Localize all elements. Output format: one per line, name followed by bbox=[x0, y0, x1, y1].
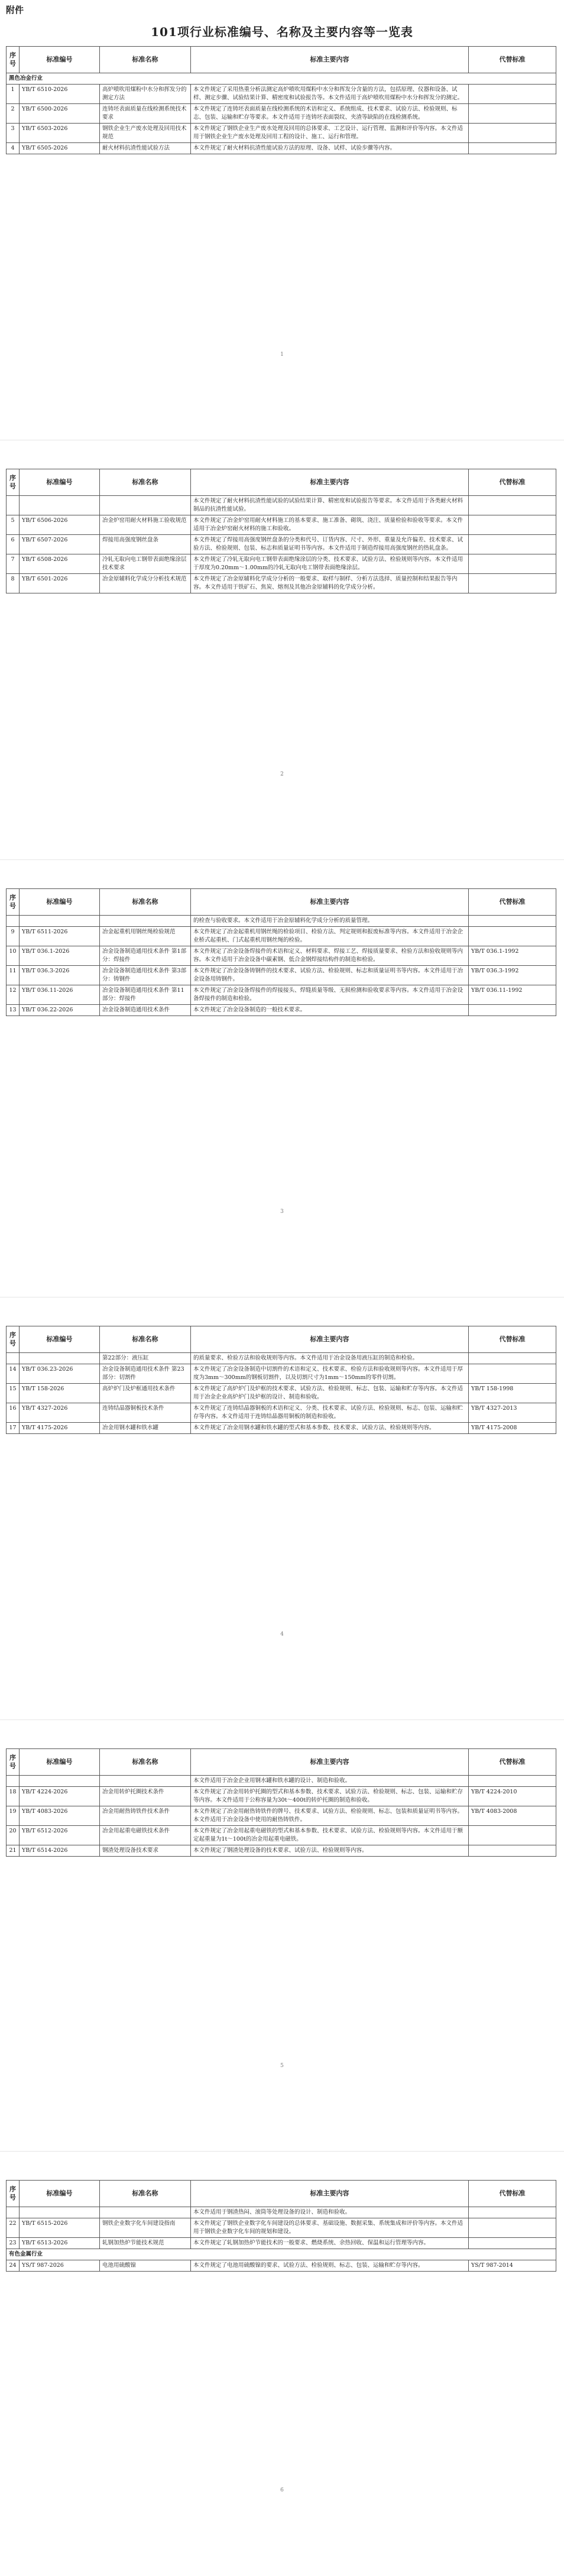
cell-no bbox=[7, 2207, 20, 2218]
cell-replaced bbox=[469, 916, 556, 927]
cell-no: 15 bbox=[7, 1384, 20, 1403]
cell-replaced bbox=[469, 2207, 556, 2218]
col-header-replaced: 代替标准 bbox=[469, 2181, 556, 2207]
col-header-code: 标准编号 bbox=[20, 1326, 100, 1353]
document-page bbox=[0, 440, 564, 860]
cell-replaced: YB/T 4327-2013 bbox=[469, 1403, 556, 1423]
cell-no: 17 bbox=[7, 1423, 20, 1434]
cell-code: YB/T 6500-2026 bbox=[20, 104, 100, 124]
cell-name bbox=[100, 916, 191, 927]
page-number: 6 bbox=[280, 2487, 284, 2493]
cell-name: 钢铁企业数字化车间建设指南 bbox=[100, 2218, 191, 2238]
page-number: 4 bbox=[280, 1631, 284, 1637]
cell-name: 耐火材料抗渣性能试验方法 bbox=[100, 143, 191, 154]
cell-name: 连铸结晶器铜板技术条件 bbox=[100, 1403, 191, 1423]
table-row bbox=[7, 1423, 556, 1434]
cell-no bbox=[7, 916, 20, 927]
cell-name: 冶金设备制造通用技术条件 第11部分：焊接件 bbox=[100, 985, 191, 1005]
cell-content: 的检查与验收要求。本文件适用于冶金原辅料化学成分分析的质量管理。 bbox=[191, 916, 469, 927]
col-header-code: 标准编号 bbox=[20, 889, 100, 916]
cell-name: 电池用硫酸镍 bbox=[100, 2260, 191, 2272]
cell-code: YB/T 6501-2026 bbox=[20, 574, 100, 593]
cell-content: 本文件规定了连铸结晶器铜板的术语和定义、分类、技术要求、试验方法、检验规则、标志、包装、运输和贮存等内容。本文件适用于连铸结晶器用铜板的制造和验收。 bbox=[191, 1403, 469, 1423]
cell-replaced: YS/T 987-2014 bbox=[469, 2260, 556, 2272]
cell-code: YB/T 6508-2026 bbox=[20, 554, 100, 574]
cell-content: 本文件规定了钢铁企业数字化车间建设的总体要求、基础设施、数据采集、系统集成和评价等内容。本文件适用于钢铁企业数字化车间的规划和建设。 bbox=[191, 2218, 469, 2238]
cell-code: YB/T 036.22-2026 bbox=[20, 1005, 100, 1016]
col-header-name: 标准名称 bbox=[100, 2181, 191, 2207]
category-row bbox=[7, 2249, 556, 2260]
table-row bbox=[7, 85, 556, 104]
document-page bbox=[0, 1297, 564, 1720]
cell-replaced: YB/T 036.11-1992 bbox=[469, 985, 556, 1005]
col-header-no: 序号 bbox=[7, 1326, 20, 1353]
cell-content: 本文件规定了高炉炉门及炉框的技术要求、试验方法、检验规则、标志、包装、运输和贮存等内容。本文件适用于冶金企业高炉炉门及炉框的设计、制造和验收。 bbox=[191, 1384, 469, 1403]
cell-replaced: YB/T 036.3-1992 bbox=[469, 966, 556, 985]
standards-table bbox=[6, 1748, 556, 1857]
cell-no: 11 bbox=[7, 966, 20, 985]
cell-content: 本文件规定了冶金设备焊接件的术语和定义、材料要求、焊接工艺、焊接质量要求、检验方法和验收规则等内容。本文件适用于冶金设备中碳素钢、低合金钢焊接结构件的制造和检验。 bbox=[191, 946, 469, 966]
page-number: 1 bbox=[280, 352, 284, 358]
cell-name: 钢铁企业生产废水处理及回用技术规范 bbox=[100, 124, 191, 143]
col-header-code: 标准编号 bbox=[20, 469, 100, 496]
cell-name bbox=[100, 496, 191, 515]
cell-name: 冶金起重机用钢丝绳检验规范 bbox=[100, 927, 191, 946]
cell-no: 24 bbox=[7, 2260, 20, 2272]
page-divider bbox=[0, 859, 564, 860]
table-row bbox=[7, 515, 556, 535]
cell-replaced bbox=[469, 1845, 556, 1857]
cell-no: 12 bbox=[7, 985, 20, 1005]
cell-code: YB/T 6505-2026 bbox=[20, 143, 100, 154]
table-row bbox=[7, 946, 556, 966]
cell-content: 本文件规定了冶金用耐热铸铁件的牌号、技术要求、试验方法、检验规则、标志、包装和质量证明书等内容。本文件适用于冶金设备中使用的耐热铸铁件。 bbox=[191, 1806, 469, 1826]
table-row bbox=[7, 1384, 556, 1403]
standards-table bbox=[6, 1326, 556, 1434]
cell-replaced bbox=[469, 515, 556, 535]
cell-replaced bbox=[469, 104, 556, 124]
cell-replaced bbox=[469, 1826, 556, 1845]
table-header bbox=[7, 469, 556, 496]
table-row bbox=[7, 2207, 556, 2218]
col-header-name: 标准名称 bbox=[100, 1749, 191, 1776]
cell-name: 冶金炉窑用耐火材料施工验收规范 bbox=[100, 515, 191, 535]
col-header-replaced: 代替标准 bbox=[469, 1749, 556, 1776]
cell-name: 轧钢加热炉节能技术规范 bbox=[100, 2238, 191, 2249]
cell-content: 本文件规定了采用热重分析法测定高炉喷吹用煤粉中水分和挥发分含量的方法，包括原理、仪器和设备、试样、测定步骤、试验结果计算、精密度和试验报告等。本文件适用于高炉喷吹用煤粉中水分和挥发分的测定。 bbox=[191, 85, 469, 104]
cell-code: YB/T 6515-2026 bbox=[20, 2218, 100, 2238]
standards-table bbox=[6, 2180, 556, 2272]
col-header-replaced: 代替标准 bbox=[469, 47, 556, 73]
cell-no: 21 bbox=[7, 1845, 20, 1857]
table-row bbox=[7, 985, 556, 1005]
cell-no: 18 bbox=[7, 1787, 20, 1806]
cell-no: 2 bbox=[7, 104, 20, 124]
cell-replaced bbox=[469, 2238, 556, 2249]
cell-code bbox=[20, 1776, 100, 1787]
col-header-name: 标准名称 bbox=[100, 889, 191, 916]
cell-name: 冶金用起重电磁铁技术条件 bbox=[100, 1826, 191, 1845]
cell-code: YB/T 6511-2026 bbox=[20, 927, 100, 946]
cell-no: 6 bbox=[7, 535, 20, 554]
cell-code bbox=[20, 916, 100, 927]
col-header-content: 标准主要内容 bbox=[191, 1326, 469, 1353]
col-header-name: 标准名称 bbox=[100, 1326, 191, 1353]
cell-replaced: YB/T 4083-2008 bbox=[469, 1806, 556, 1826]
cell-no: 14 bbox=[7, 1364, 20, 1384]
cell-content: 本文件规定了连铸坯表面质量在线检测系统的术语和定义、系统组成、技术要求、试验方法、检验规则、标志、包装、运输和贮存等要求。本文件适用于连铸坯表面裂纹、夹渣等缺陷的在线检测系统。 bbox=[191, 104, 469, 124]
table-header bbox=[7, 1749, 556, 1776]
cell-content: 本文件适用于钢渣热闷、滚筒等处理设备的设计、制造和验收。 bbox=[191, 2207, 469, 2218]
cell-name: 高炉喷吹用煤粉中水分和挥发分的测定方法 bbox=[100, 85, 191, 104]
standards-table bbox=[6, 46, 556, 154]
cell-replaced bbox=[469, 574, 556, 593]
cell-replaced bbox=[469, 124, 556, 143]
cell-replaced bbox=[469, 2218, 556, 2238]
cell-code: YB/T 6510-2026 bbox=[20, 85, 100, 104]
table-row bbox=[7, 1353, 556, 1364]
cell-code: YB/T 6514-2026 bbox=[20, 1845, 100, 1857]
table-row bbox=[7, 1364, 556, 1384]
cell-name: 冶金原辅料化学成分分析技术规范 bbox=[100, 574, 191, 593]
cell-no: 7 bbox=[7, 554, 20, 574]
cell-content: 本文件规定了电池用硫酸镍的要求、试验方法、检验规则、标志、包装、运输和贮存等内容。 bbox=[191, 2260, 469, 2272]
cell-no: 4 bbox=[7, 143, 20, 154]
cell-name: 焊接用高强度钢丝盘条 bbox=[100, 535, 191, 554]
cell-code: YB/T 6506-2026 bbox=[20, 515, 100, 535]
cell-code: YB/T 6503-2026 bbox=[20, 124, 100, 143]
cell-replaced bbox=[469, 1364, 556, 1384]
cell-content: 本文件规定了钢铁企业生产废水处理及回用的总体要求、工艺设计、运行管理、监测和评价等内容。本文件适用于钢铁企业生产废水处理及回用工程的设计、施工、运行和管理。 bbox=[191, 124, 469, 143]
cell-content: 本文件规定了冶金设备制造中切割件的术语和定义、技术要求、检验方法和验收规则等内容。本文件适用于厚度为3mm～300mm的钢板切割件，以及切割尺寸为1mm～150mm的零件切割。 bbox=[191, 1364, 469, 1384]
cell-name bbox=[100, 1776, 191, 1787]
table-row bbox=[7, 1787, 556, 1806]
col-header-name: 标准名称 bbox=[100, 47, 191, 73]
cell-name: 冶金设备制造通用技术条件 第1部分：焊接件 bbox=[100, 946, 191, 966]
cell-name: 冶金用钢水罐和铁水罐 bbox=[100, 1423, 191, 1434]
cell-code: YB/T 036.3-2026 bbox=[20, 966, 100, 985]
cell-replaced: YB/T 4175-2008 bbox=[469, 1423, 556, 1434]
cell-no bbox=[7, 496, 20, 515]
page-number: 3 bbox=[280, 1209, 284, 1215]
col-header-code: 标准编号 bbox=[20, 2181, 100, 2207]
cell-no: 19 bbox=[7, 1806, 20, 1826]
document-page bbox=[0, 860, 564, 1297]
cell-content: 本文件规定了钢渣处理设备的技术要求、试验方法、检验规则等内容。 bbox=[191, 1845, 469, 1857]
cell-no: 3 bbox=[7, 124, 20, 143]
cell-content: 本文件规定了冶金设备制造的一般技术要求。 bbox=[191, 1005, 469, 1016]
cell-code: YB/T 6512-2026 bbox=[20, 1826, 100, 1845]
cell-content: 本文件规定了冶金用钢水罐和铁水罐的型式和基本参数、技术要求、试验方法、检验规则等内容。 bbox=[191, 1423, 469, 1434]
table-row bbox=[7, 2260, 556, 2272]
category-label: 有色金属行业 bbox=[7, 2249, 556, 2260]
cell-code: YB/T 4083-2026 bbox=[20, 1806, 100, 1826]
cell-name: 冷轧无取向电工钢带表面绝缘涂层技术要求 bbox=[100, 554, 191, 574]
cell-replaced bbox=[469, 1776, 556, 1787]
cell-name bbox=[100, 2207, 191, 2218]
cell-content: 本文件规定了耐火材料抗渣性能试验的试验结果计算、精密度和试验报告等要求。本文件适用于各类耐火材料制品的抗渣性能试验。 bbox=[191, 496, 469, 515]
cell-content: 本文件规定了轧钢加热炉节能技术的一般要求、燃烧系统、余热回收、保温和运行管理等内容。 bbox=[191, 2238, 469, 2249]
table-row bbox=[7, 496, 556, 515]
cell-replaced bbox=[469, 535, 556, 554]
cell-name: 冶金设备制造通用技术条件 bbox=[100, 1005, 191, 1016]
col-header-content: 标准主要内容 bbox=[191, 2181, 469, 2207]
cell-code: YB/T 036.23-2026 bbox=[20, 1364, 100, 1384]
cell-name: 第22部分：液压缸 bbox=[100, 1353, 191, 1364]
cell-no bbox=[7, 1353, 20, 1364]
col-header-no: 序号 bbox=[7, 469, 20, 496]
cell-name: 冶金用转炉托圈技术条件 bbox=[100, 1787, 191, 1806]
cell-replaced: YB/T 4224-2010 bbox=[469, 1787, 556, 1806]
cell-content: 本文件规定了冷轧无取向电工钢带表面绝缘涂层的分类、技术要求、试验方法、检验规则等内容。本文件适用于厚度为0.20mm～1.00mm的冷轧无取向电工钢带表面绝缘涂层。 bbox=[191, 554, 469, 574]
cell-replaced bbox=[469, 143, 556, 154]
cell-replaced bbox=[469, 1353, 556, 1364]
document-page bbox=[0, 0, 564, 440]
cell-code bbox=[20, 1353, 100, 1364]
cell-code bbox=[20, 496, 100, 515]
cell-content: 的质量要求、检验方法和验收规则等内容。本文件适用于冶金设备用液压缸的制造和检验。 bbox=[191, 1353, 469, 1364]
table-row bbox=[7, 1826, 556, 1845]
category-row bbox=[7, 73, 556, 85]
table-header bbox=[7, 889, 556, 916]
cell-no: 16 bbox=[7, 1403, 20, 1423]
cell-code bbox=[20, 2207, 100, 2218]
page-number: 2 bbox=[280, 771, 284, 777]
table-row bbox=[7, 1806, 556, 1826]
col-header-no: 序号 bbox=[7, 47, 20, 73]
cell-code: YS/T 987-2026 bbox=[20, 2260, 100, 2272]
cell-code: YB/T 4327-2026 bbox=[20, 1403, 100, 1423]
cell-no: 9 bbox=[7, 927, 20, 946]
cell-replaced bbox=[469, 554, 556, 574]
cell-code: YB/T 4224-2026 bbox=[20, 1787, 100, 1806]
cell-code: YB/T 036.1-2026 bbox=[20, 946, 100, 966]
cell-content: 本文件规定了焊接用高强度钢丝盘条的分类和代号、订货内容、尺寸、外形、重量及允许偏差、技术要求、试验方法、检验规则、包装、标志和质量证明书等内容。本文件适用于制造焊接用高强度钢丝的热轧盘条。 bbox=[191, 535, 469, 554]
table-header bbox=[7, 47, 556, 73]
cell-name: 连铸坯表面质量在线检测系统技术要求 bbox=[100, 104, 191, 124]
table-row bbox=[7, 2238, 556, 2249]
cell-code: YB/T 158-2026 bbox=[20, 1384, 100, 1403]
col-header-no: 序号 bbox=[7, 2181, 20, 2207]
cell-content: 本文件规定了冶金设备铸钢件的技术要求、试验方法、检验规则、标志和质量证明书等内容。本文件适用于冶金设备用铸钢件。 bbox=[191, 966, 469, 985]
table-row bbox=[7, 124, 556, 143]
cell-no: 20 bbox=[7, 1826, 20, 1845]
cell-no: 22 bbox=[7, 2218, 20, 2238]
cell-code: YB/T 4175-2026 bbox=[20, 1423, 100, 1434]
table-row bbox=[7, 1845, 556, 1857]
col-header-replaced: 代替标准 bbox=[469, 469, 556, 496]
page-divider bbox=[0, 2151, 564, 2152]
document-page bbox=[0, 1720, 564, 2152]
cell-no: 23 bbox=[7, 2238, 20, 2249]
cell-name: 冶金设备制造通用技术条件 第3部分：铸钢件 bbox=[100, 966, 191, 985]
cell-code: YB/T 6513-2026 bbox=[20, 2238, 100, 2249]
cell-no: 5 bbox=[7, 515, 20, 535]
table-row bbox=[7, 1776, 556, 1787]
table-row bbox=[7, 2218, 556, 2238]
cell-replaced: YB/T 158-1998 bbox=[469, 1384, 556, 1403]
cell-content: 本文件规定了冶金用起重电磁铁的型式和基本参数、技术要求、试验方法、检验规则等内容。本文件适用于额定起重量为1t～100t的冶金用起重电磁铁。 bbox=[191, 1826, 469, 1845]
table-row bbox=[7, 1403, 556, 1423]
col-header-no: 序号 bbox=[7, 1749, 20, 1776]
cell-content: 本文件规定了冶金起重机用钢丝绳的检验项目、检验方法、判定规则和报废标准等内容。本文件适用于冶金企业桥式起重机、门式起重机用钢丝绳的检验。 bbox=[191, 927, 469, 946]
table-row bbox=[7, 574, 556, 593]
cell-name: 高炉炉门及炉框通用技术条件 bbox=[100, 1384, 191, 1403]
page-number: 5 bbox=[280, 2063, 284, 2069]
table-header bbox=[7, 1326, 556, 1353]
cell-replaced bbox=[469, 1005, 556, 1016]
cell-name: 钢渣处理设备技术要求 bbox=[100, 1845, 191, 1857]
col-header-code: 标准编号 bbox=[20, 1749, 100, 1776]
table-row bbox=[7, 554, 556, 574]
table-row bbox=[7, 535, 556, 554]
standards-table bbox=[6, 469, 556, 593]
cell-replaced bbox=[469, 927, 556, 946]
table-row bbox=[7, 966, 556, 985]
col-header-name: 标准名称 bbox=[100, 469, 191, 496]
cell-code: YB/T 036.11-2026 bbox=[20, 985, 100, 1005]
standards-table bbox=[6, 888, 556, 1016]
attachment-label: 附件 bbox=[6, 5, 24, 15]
cell-content: 本文件规定了冶金设备焊接件的焊接接头、焊缝质量等级、无损检测和验收要求等内容。本文件适用于冶金设备焊接件的制造和检验。 bbox=[191, 985, 469, 1005]
col-header-content: 标准主要内容 bbox=[191, 47, 469, 73]
table-header bbox=[7, 2181, 556, 2207]
cell-replaced bbox=[469, 496, 556, 515]
cell-no: 13 bbox=[7, 1005, 20, 1016]
document-title: 101项行业标准编号、名称及主要内容等一览表 bbox=[151, 25, 413, 39]
cell-replaced bbox=[469, 85, 556, 104]
col-header-no: 序号 bbox=[7, 889, 20, 916]
table-row bbox=[7, 104, 556, 124]
col-header-replaced: 代替标准 bbox=[469, 889, 556, 916]
cell-content: 本文件规定了冶金炉窑用耐火材料施工的基本要求、施工准备、砌筑、浇注、质量检验和验收等要求。本文件适用于冶金炉窑耐火材料的施工和验收。 bbox=[191, 515, 469, 535]
col-header-content: 标准主要内容 bbox=[191, 889, 469, 916]
cell-replaced: YB/T 036.1-1992 bbox=[469, 946, 556, 966]
cell-content: 本文件适用于冶金企业用钢水罐和铁水罐的设计、制造和验收。 bbox=[191, 1776, 469, 1787]
table-row bbox=[7, 143, 556, 154]
cell-content: 本文件规定了冶金原辅料化学成分分析的一般要求、取样与制样、分析方法选择、质量控制和结果报告等内容。本文件适用于铁矿石、焦炭、熔剂及其他冶金原辅料的化学成分分析。 bbox=[191, 574, 469, 593]
document-page bbox=[0, 2152, 564, 2576]
cell-name: 冶金设备制造通用技术条件 第23部分：切割件 bbox=[100, 1364, 191, 1384]
table-row bbox=[7, 916, 556, 927]
cell-code: YB/T 6507-2026 bbox=[20, 535, 100, 554]
cell-content: 本文件规定了冶金用转炉托圈的型式和基本参数、技术要求、试验方法、检验规则、标志、包装、运输和贮存等内容。本文件适用于公称容量为30t～400t的转炉托圈的制造和验收。 bbox=[191, 1787, 469, 1806]
table-row bbox=[7, 1005, 556, 1016]
cell-no: 10 bbox=[7, 946, 20, 966]
cell-no bbox=[7, 1776, 20, 1787]
col-header-replaced: 代替标准 bbox=[469, 1326, 556, 1353]
cell-no: 1 bbox=[7, 85, 20, 104]
category-label: 黑色冶金行业 bbox=[7, 73, 556, 85]
cell-no: 8 bbox=[7, 574, 20, 593]
cell-name: 冶金用耐热铸铁件技术条件 bbox=[100, 1806, 191, 1826]
cell-content: 本文件规定了耐火材料抗渣性能试验方法的原理、设备、试样、试验步骤等内容。 bbox=[191, 143, 469, 154]
col-header-content: 标准主要内容 bbox=[191, 1749, 469, 1776]
col-header-code: 标准编号 bbox=[20, 47, 100, 73]
table-row bbox=[7, 927, 556, 946]
col-header-content: 标准主要内容 bbox=[191, 469, 469, 496]
